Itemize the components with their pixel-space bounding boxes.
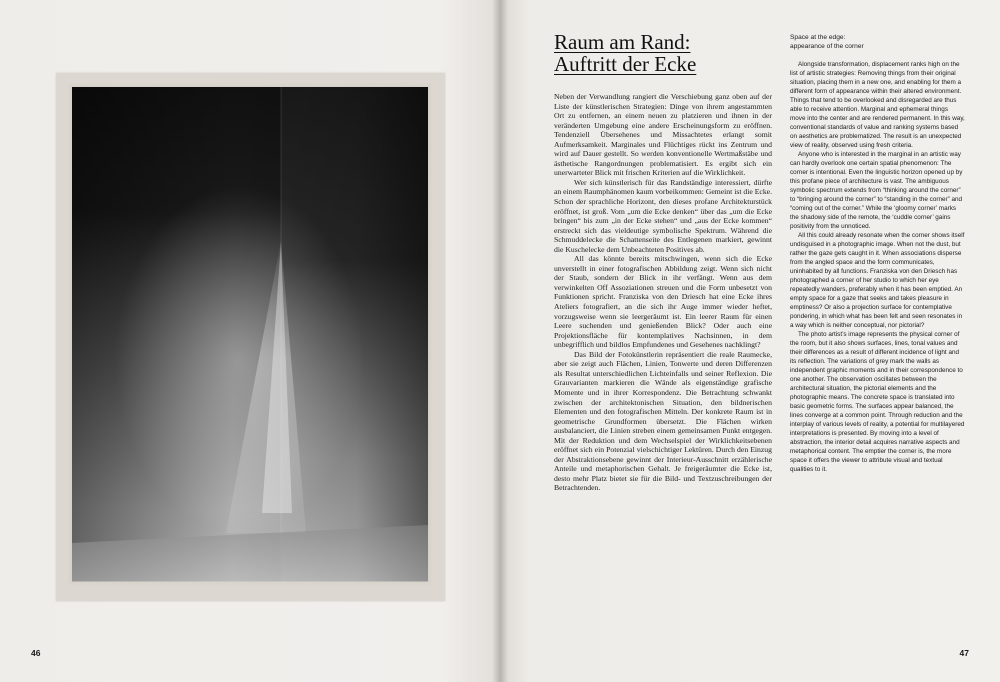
page-number-right: 47: [959, 648, 969, 658]
english-title-line-1: Space at the edge:: [790, 34, 846, 41]
english-paragraph: Anyone who is interested in the marginal in an artistic way can hardly overlook one certain spatial phenomenon: The corner is intentional. Even the linguistic horizon opened up by this profane piece of architecture is vast. The ambiguous symbolic spectrum extends from “thinking around the corner” to “bringing around the corner” to “standing in the corner” and “coming out of the corner.” While the ‘gloomy corner’ marks the shadowy side of the remote, the ‘cuddle corner’ gains positivity from the unnoticed.: [790, 151, 963, 230]
english-paragraph: All this could already resonate when the corner shows itself undisguised in a photographic image. When not the dust, but rather the gaze gets caught in it. When associations disperse from the angled space and the form communicates, uninhabited by all functions. Franziska von den Driesch has photographed a corner of her studio to which her eye repeatedly wanders, preferably when it has been emptied. An empty space for a gaze that seeks and takes pleasure in emptiness? Or also a projection surface for contemplative pondering, in which what has been felt and seen resonates in a way which is neither conceptual, nor pictorial?: [790, 232, 965, 329]
english-title: [790, 34, 940, 51]
abstract-corner-photograph: [56, 73, 445, 601]
article-title-line-1: Raum am Rand:: [554, 30, 691, 54]
german-paragraph: Neben der Verwandlung rangiert die Verschiebung ganz oben auf der Liste der künstlerischen Strategien: Dinge von ihrem angestammten Ort zu entfernen, an einem neuen zu platzieren und ihnen in der veränderten Umgebung eine andere Erscheinungsform zu eröffnen. Tendenziell Übersehenes und Missachtetes erlangt somit Aufmerksamkeit. Marginales und Flüchtiges rückt ins Zentrum und wird auf Dauer gestellt. So werden konventionelle Wertmaßstäbe und ästhetische Rangordnungen problematisiert. Es ergibt sich ein unerwarteter Blick mit frischen Kriterien auf die Wirklichkeit.: [554, 92, 772, 178]
article-title: [554, 31, 696, 75]
german-paragraph: All das könnte bereits mitschwingen, wenn sich die Ecke unverstellt in einer fotografischen Abbildung zeigt. Wenn sich nicht der Staub, sondern der Blick in ihr verfängt. Wenn aus dem verwinkelten Off Assoziationen streuen und die Form unbesetzt von Funktionen spricht. Franziska von den Driesch hat eine Ecke ihres Ateliers fotografiert, an die sich ihr Auge immer wieder heftet, vorzugsweise wenn sie leergeräumt ist. Ein leerer Raum für einen Leere suchenden und genießenden Blick? Oder auch eine Projektionsfläche für kontemplatives Nachsinnen, in dem unbegrifflich und bildlos Empfundenes und Gesehenes nachklingt?: [554, 254, 772, 350]
article-title-line-2: Auftritt der Ecke: [554, 52, 697, 76]
page-number-left: 46: [31, 648, 41, 658]
english-paragraph: The photo artist’s image represents the physical corner of the room, but it also shows surfaces, lines, tonal values and their differences as a result of different incidence of light and its reflection. The variations of grey mark the walls as independent graphic moments and in their correspondence to one another. The observation oscillates between the architectural situation, the pictorial elements and the photographic means. The concrete space is translated into basic geometric forms. The surfaces appear balanced, the lines converge at a common point. Through reduction and the interplay of various levels of reality, a potential for multilayered interpretations is presented. By moving into a level of abstraction, the interior detail acquires narrative aspects and metaphorical content. The emptier the corner is, the more space it offers the viewer to attribute visual and textual qualities to it.: [790, 331, 965, 473]
english-text-column: [790, 60, 965, 474]
german-paragraph: Das Bild der Fotokünstlerin repräsentiert die reale Raumecke, aber sie zeigt auch Flächen, Linien, Tonwerte und deren Differenzen als Resultat unterschiedlichen Lichteinfalls und seiner Reflexion. Die Grauvarianten markieren die Wände als eigenständige grafische Momente und in ihrer Korrespondenz. Die Betrachtung schwankt zwischen der architektonischen Situation, den bildnerischen Elementen und den fotografischen Mitteln. Der konkrete Raum ist in geometrische Grundformen übersetzt. Die Flächen wirken ausbalanciert, die Linien streben einem gemeinsamen Punkt entgegen. Mit der Reduktion und dem Wechselspiel der Wirklichkeitsebenen eröffnet sich ein Potenzial vielschichtiger Lektüren. Durch den Einzug der Abstraktionsebene gewinnt der Interieur-Ausschnitt erzählerische Anteile und metaphorischen Gehalt. Je freigeräumter die Ecke ist, desto mehr Platz bietet sie für die Bild- und Textzuschreibungen der Betrachtenden.: [554, 349, 772, 493]
english-paragraph: Alongside transformation, displacement ranks high on the list of artistic strategies: Removing things from their original situation, placing them in a new one, and enabling for them a different form of appearance within their altered environment. Things that tend to be overlooked and disregarded are thus able to receive attention. Marginal and ephemeral things move into the center and are rendered permanent. In this way, conventional standards of value and ranking systems based on aesthetics are problematized. The result is an unexpected view of reality, observed using fresh criteria.: [790, 61, 965, 149]
book-spine-shadow: [492, 0, 508, 682]
german-text-column: [554, 92, 772, 493]
german-paragraph: Wer sich künstlerisch für das Randständige interessiert, dürfte an einem Raumphänomen kaum vorbeikommen: Gemeint ist die Ecke. Schon der sprachliche Horizont, den dieses profane Architekturstück eröffnet, ist groß. Vom „um die Ecke denken“ über das „um die Ecke bringen“ bis zum „in der Ecke stehen“ und „aus der Ecke kommen“ erstreckt sich das vieldeutige symbolische Spektrum. Während die Schmuddelecke die Schattenseite des Entlegenen markiert, gewinnt die Kuschelecke dem Unbeachteten Positives ab.: [554, 177, 772, 254]
photograph-image: [56, 73, 445, 601]
english-title-line-2: appearance of the corner: [790, 42, 864, 50]
